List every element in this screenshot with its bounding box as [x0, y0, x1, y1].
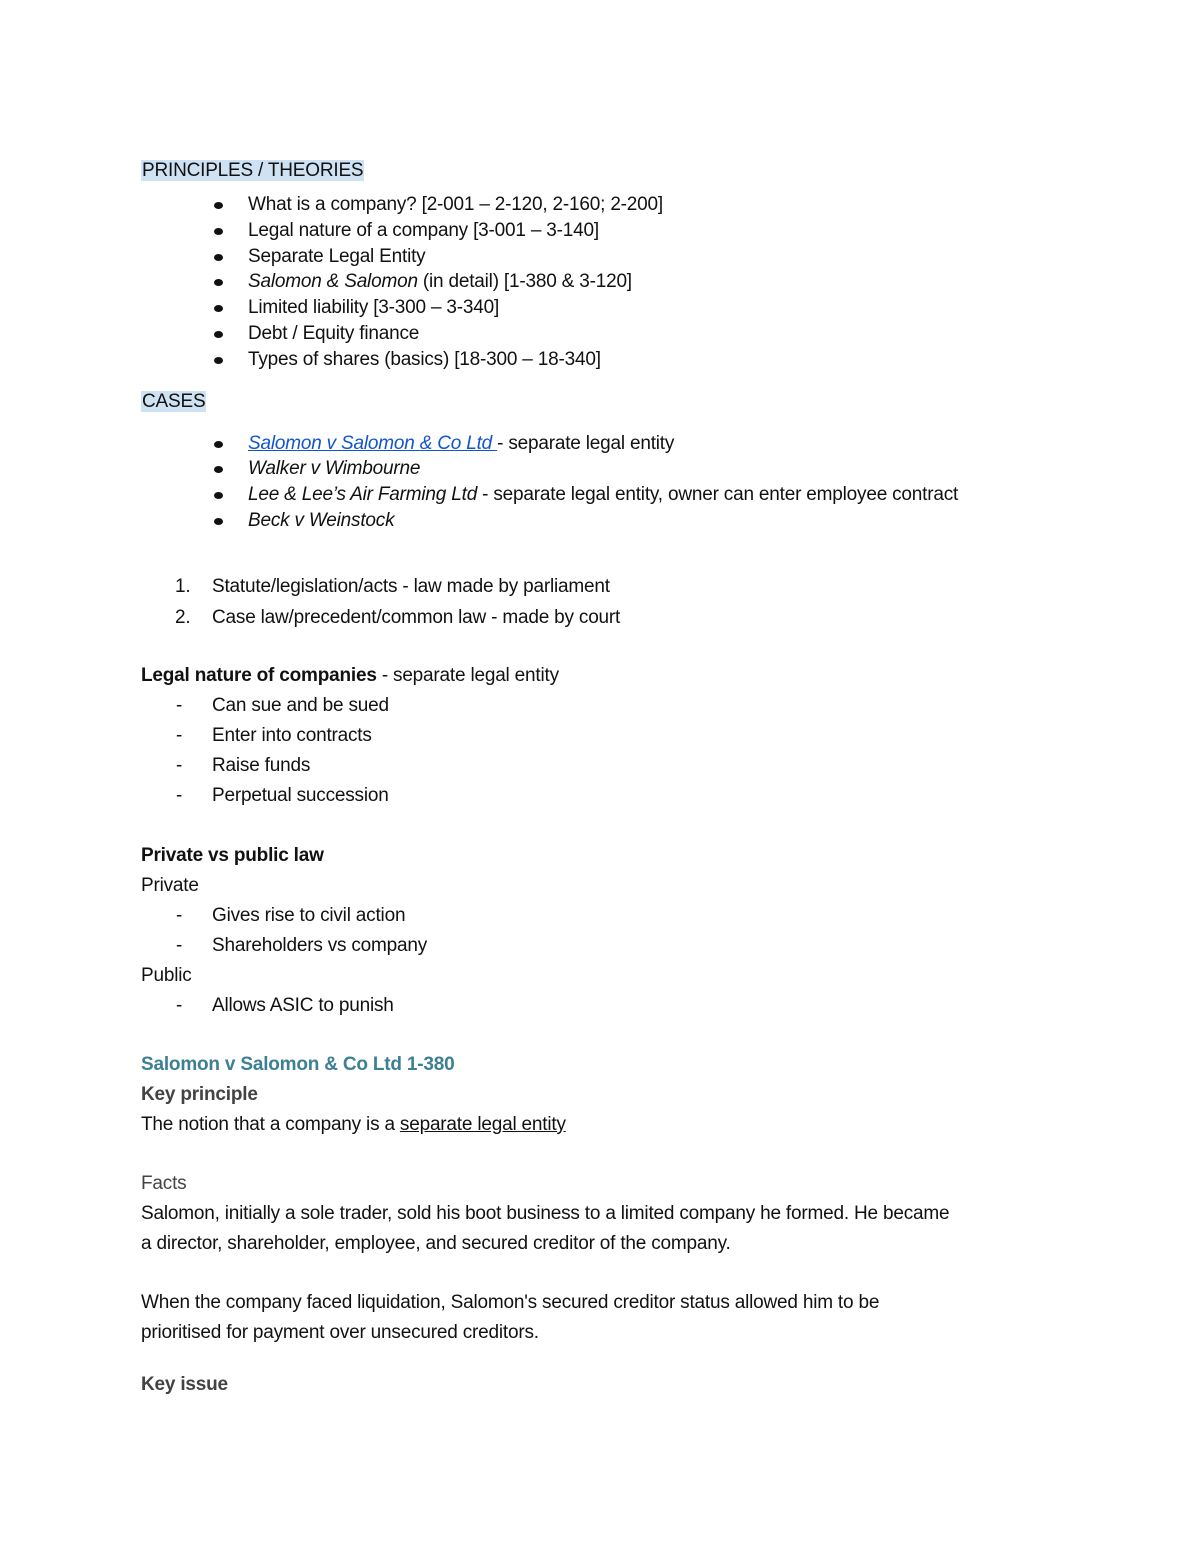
facts-line: When the company faced liquidation, Salomon's secured creditor status allowed him to be — [141, 1291, 880, 1313]
list-item: - Gives rise to civil action — [141, 901, 1061, 931]
list-item: - Enter into contracts — [141, 721, 1061, 751]
case-name: Salomon & Salomon — [248, 271, 418, 293]
list-item: - Can sue and be sued — [141, 691, 1061, 721]
list-item: Salomon & Salomon (in detail) [1-380 & 3-120] — [141, 269, 1061, 295]
list-item: - Shareholders vs company — [141, 931, 1061, 961]
legal-nature-list — [141, 691, 1061, 811]
list-item: Legal nature of a company [3-001 – 3-140] — [141, 218, 1061, 244]
facts-label: Facts — [141, 1172, 187, 1194]
salomon-case-link[interactable]: Salomon v Salomon & Co Ltd — [248, 432, 498, 454]
case-name: Lee & Lee’s Air Farming Ltd — [248, 484, 478, 506]
legal-nature-heading: Legal nature of companies - separate legal entity — [141, 664, 559, 686]
public-label: Public — [141, 964, 192, 986]
list-item: - Allows ASIC to punish — [141, 991, 1061, 1021]
list-item: 2. Case law/precedent/common law - made by court — [175, 606, 621, 628]
list-item — [141, 456, 1061, 482]
principles-heading: PRINCIPLES / THEORIES — [142, 160, 364, 181]
private-label: Private — [141, 874, 199, 896]
key-principle-text: The notion that a company is a separate legal entity — [141, 1113, 566, 1135]
list-item: Types of shares (basics) [18-300 – 18-340] — [141, 347, 1061, 373]
private-public-heading: Private vs public law — [141, 844, 324, 866]
cases-list — [141, 431, 1061, 534]
list-item — [141, 508, 1061, 534]
public-list — [141, 991, 1061, 1021]
list-item: Debt / Equity finance — [141, 321, 1061, 347]
facts-line: prioritised for payment over unsecured creditors. — [141, 1321, 539, 1343]
case-name: Walker v Wimbourne — [248, 458, 421, 480]
list-item: Limited liability [3-300 – 3-340] — [141, 295, 1061, 321]
list-item: - Raise funds — [141, 751, 1061, 781]
cases-heading: CASES — [142, 390, 206, 412]
list-item: Lee & Lee’s Air Farming Ltd - separate legal entity, owner can enter employee contract — [141, 482, 1061, 508]
facts-line: Salomon, initially a sole trader, sold his boot business to a limited company he formed. He became — [141, 1202, 950, 1224]
key-principle-label: Key principle — [141, 1083, 258, 1105]
principles-list — [141, 192, 1061, 373]
list-item: - Perpetual succession — [141, 781, 1061, 811]
salomon-heading: Salomon v Salomon & Co Ltd 1-380 — [141, 1053, 455, 1075]
list-item: What is a company? [2-001 – 2-120, 2-160; 2-200] — [141, 192, 1061, 218]
list-item: 1. Statute/legislation/acts - law made by parliament — [175, 575, 610, 597]
case-name: Beck v Weinstock — [248, 509, 395, 531]
sources-of-law-list — [141, 571, 1061, 633]
list-item: Salomon v Salomon & Co Ltd - separate legal entity — [141, 431, 1061, 457]
list-item: Separate Legal Entity — [141, 244, 1061, 270]
document-page — [141, 156, 1061, 1400]
private-list — [141, 901, 1061, 961]
key-issue-label: Key issue — [141, 1373, 228, 1395]
facts-line: a director, shareholder, employee, and secured creditor of the company. — [141, 1232, 731, 1254]
